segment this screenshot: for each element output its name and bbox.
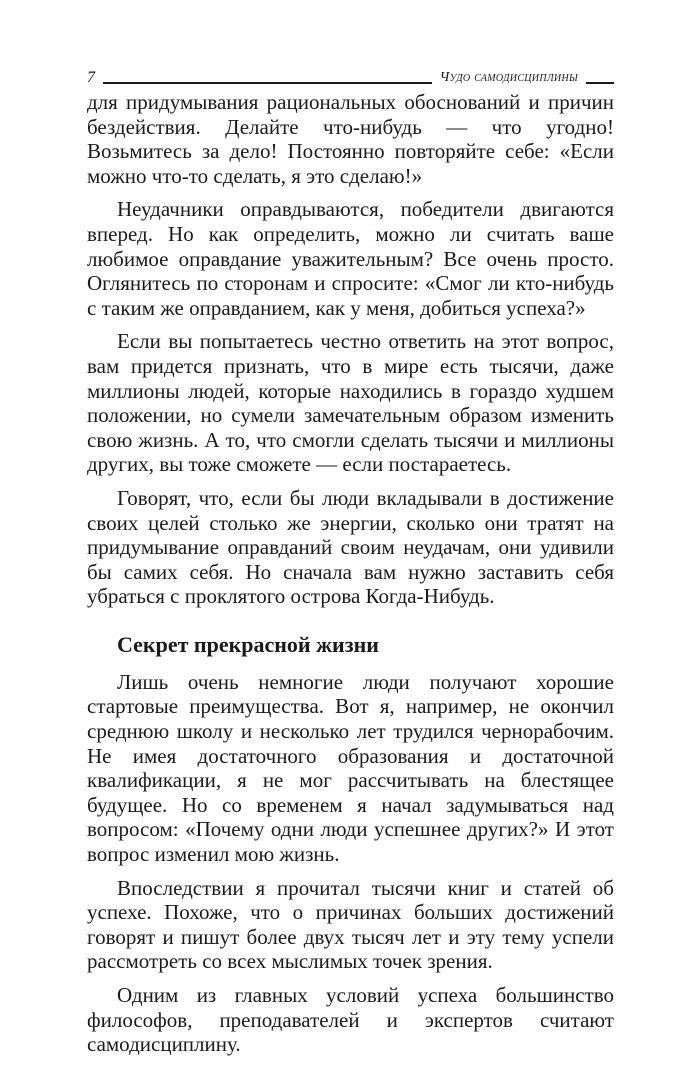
paragraph: Неудачники оправдываются, победители двигаются вперед. Но как определить, можно ли считать ваше любимое оправдание уважительным? Все очень просто. Оглянитесь по сторонам и спросите: «Смог ли кто-нибудь с таким же оправданием, как у меня, добиться успеха?» (87, 197, 614, 320)
page-number: 7 (87, 69, 95, 86)
page-body (87, 90, 614, 1066)
paragraph: Если вы попытаетесь честно ответить на этот вопрос, вам придется признать, что в мире есть тысячи, даже миллионы людей, которые находились в гораздо худшем положении, но сумели замечательным образом изменить свою жизнь. А то, что смогли сделать тысячи и миллионы других, вы тоже сможете — если постараетесь. (87, 329, 614, 477)
header-rule (103, 82, 432, 84)
paragraph: Впоследствии я прочитал тысячи книг и статей об успехе. Похоже, что о причинах больших достижений говорят и пишут более двух тысяч лет и эту тему успели рассмотреть со всех мыслимых точек зрения. (87, 875, 614, 974)
paragraph: для придумывания рациональных обоснований и причин бездействия. Делайте что-нибудь — что угодно! Возьмитесь за дело! Постоянно повторяйте себе: «Если можно что-то сделать, я это сделаю!» (87, 90, 614, 188)
section-heading: Секрет прекрасной жизни (117, 631, 379, 657)
header-rule-end (586, 82, 614, 84)
paragraph: Говорят, что, если бы люди вкладывали в достижение своих целей столько же энергии, сколько они тратят на придумывание оправданий своим неудачам, они удивили бы самих себя. Но сначала вам нужно заставить себя убраться с проклятого острова Когда-Нибудь. (87, 485, 614, 609)
paragraph: Лишь очень немногие люди получают хорошие стартовые преимущества. Вот я, например, не окончил среднюю школу и несколько лет трудился чернорабочим. Не имея достаточного образования и достаточной квалификации, я не мог рассчитывать на блестящее будущее. Но со временем я начал задумываться над вопросом: «Почему одни люди успешнее других?» И этот вопрос изменил мою жизнь. (87, 669, 614, 867)
running-title: Чудо самодисциплины (439, 70, 578, 85)
page-header (87, 62, 614, 86)
paragraph: Одним из главных условий успеха большинство философов, преподавателей и экспертов считают самодисциплину. (87, 983, 614, 1057)
